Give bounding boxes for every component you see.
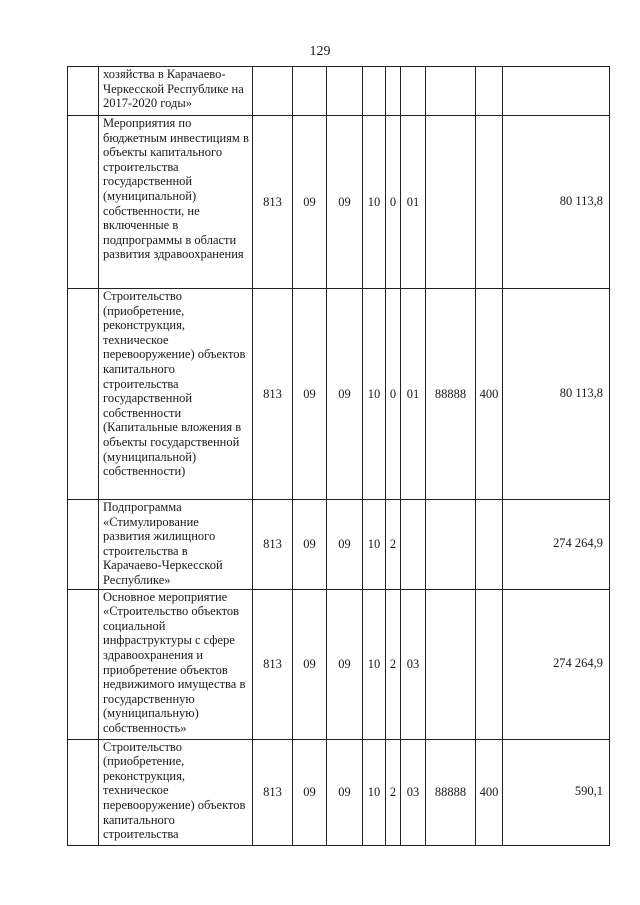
program-code-cell: 10 [363,116,386,289]
row-name-cell: Мероприятия по бюджетным инвестициям в объекты капитального строительства государственной (муниципальной) собственности, не включенные в подпрограммы в области развития здравоохранения [99,116,253,289]
direction-code-cell [426,67,476,116]
row-index-cell [68,500,99,590]
amount-cell: 590,1 [503,739,610,845]
row-name-cell: Строительство (приобретение, реконструкция, техническое перевооружение) объектов капитального строительства государственной собственности (Капитальные вложения в объекты государственной (муниципальной) собственности) [99,289,253,500]
ministry-code-cell [253,67,293,116]
row-name-cell: хозяйства в Карачаево-Черкесской Республике на 2017-2020 годы» [99,67,253,116]
row-index-cell [68,116,99,289]
program-code-cell: 10 [363,289,386,500]
ministry-code-cell: 813 [253,289,293,500]
table-row [68,500,610,590]
section-code-cell: 09 [293,500,327,590]
expense-type-cell [476,116,503,289]
subsection-code-cell: 09 [327,589,363,739]
ministry-code-cell: 813 [253,116,293,289]
row-name-cell: Основное мероприятие «Строительство объектов социальной инфраструктуры с сфере здравоохранения и приобретение объектов недвижимого имущества в государственную (муниципальную) собственность» [99,589,253,739]
program-code-cell: 10 [363,589,386,739]
expense-type-cell: 400 [476,739,503,845]
row-name-cell: Подпрограмма «Стимулирование развития жилищного строительства в Карачаево-Черкесской Республике» [99,500,253,590]
amount-cell: 274 264,9 [503,500,610,590]
page-number: 129 [309,44,331,59]
activity-code-cell: 03 [401,739,426,845]
subprogram-code-cell: 2 [386,500,401,590]
section-code-cell: 09 [293,589,327,739]
direction-code-cell [426,500,476,590]
ministry-code-cell: 813 [253,500,293,590]
subsection-code-cell: 09 [327,739,363,845]
section-code-cell [293,67,327,116]
expense-type-cell [476,500,503,590]
ministry-code-cell: 813 [253,739,293,845]
activity-code-cell [401,500,426,590]
activity-code-cell: 03 [401,589,426,739]
amount-cell: 80 113,8 [503,289,610,500]
section-code-cell: 09 [293,116,327,289]
table-row [68,289,610,500]
subprogram-code-cell: 2 [386,739,401,845]
table-row [68,739,610,845]
subprogram-code-cell: 2 [386,589,401,739]
ministry-code-cell: 813 [253,589,293,739]
expense-type-cell [476,67,503,116]
subsection-code-cell: 09 [327,289,363,500]
table-row [68,67,610,116]
activity-code-cell: 01 [401,116,426,289]
expense-type-cell: 400 [476,289,503,500]
direction-code-cell [426,589,476,739]
amount-cell: 274 264,9 [503,589,610,739]
program-code-cell [363,67,386,116]
direction-code-cell: 88888 [426,289,476,500]
direction-code-cell [426,116,476,289]
subprogram-code-cell: 0 [386,289,401,500]
subsection-code-cell: 09 [327,500,363,590]
table-row [68,589,610,739]
row-index-cell [68,289,99,500]
subprogram-code-cell [386,67,401,116]
subprogram-code-cell: 0 [386,116,401,289]
direction-code-cell: 88888 [426,739,476,845]
activity-code-cell: 01 [401,289,426,500]
row-index-cell [68,589,99,739]
subsection-code-cell [327,67,363,116]
activity-code-cell [401,67,426,116]
row-name-cell: Строительство (приобретение, реконструкция, техническое перевооружение) объектов капитального строительства [99,739,253,845]
section-code-cell: 09 [293,289,327,500]
amount-cell [503,67,610,116]
program-code-cell: 10 [363,500,386,590]
row-index-cell [68,67,99,116]
section-code-cell: 09 [293,739,327,845]
budget-table [67,66,610,846]
program-code-cell: 10 [363,739,386,845]
table-row [68,116,610,289]
expense-type-cell [476,589,503,739]
subsection-code-cell: 09 [327,116,363,289]
row-index-cell [68,739,99,845]
amount-cell: 80 113,8 [503,116,610,289]
